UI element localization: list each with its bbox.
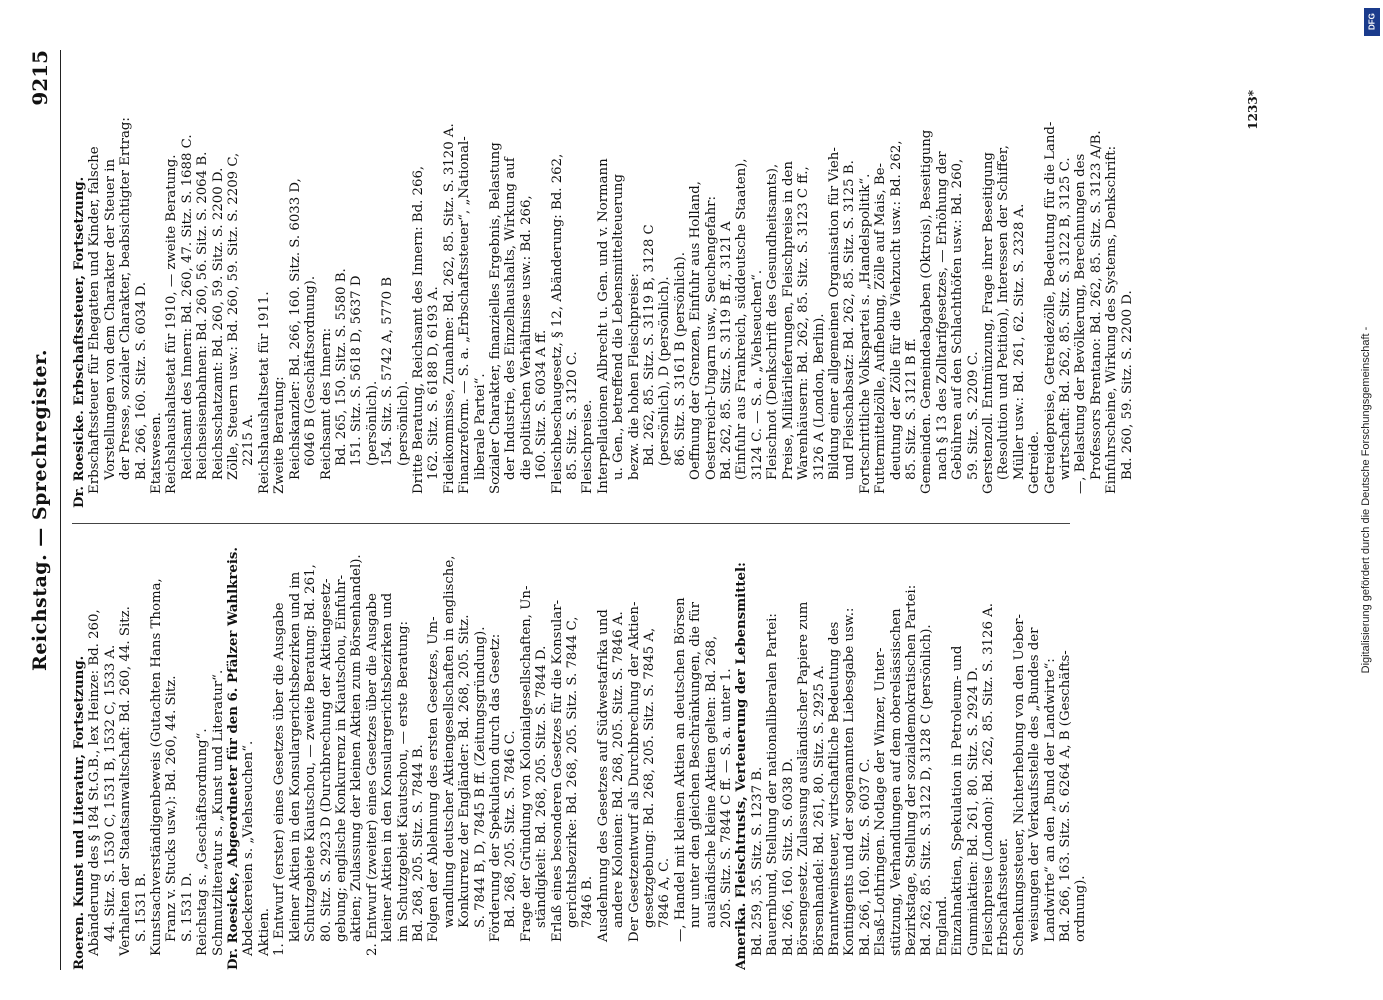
index-line: andere Kolonien: Bd. 268, 205. Sitz. S. 7846 A.	[611, 611, 627, 928]
index-line: Reichsamt des Innern: Bd. 260, 47. Sitz. S. 1688 C.	[179, 134, 195, 480]
index-line: liberale Partei“.	[472, 373, 488, 480]
index-line: Reichsschatzamt: Bd. 260, 59. Sitz. S. 2200 D.	[210, 167, 226, 480]
index-line: kleiner Aktien in den Konsulargerichtsbezirken und im	[287, 571, 303, 942]
page-number: 9215	[28, 50, 52, 106]
index-line: Fortschrittliche Volkspartei s. „Handelspolitik“.	[857, 173, 873, 494]
index-line: 7846 A, C.	[657, 857, 673, 928]
index-line: (persönlich).	[395, 380, 411, 466]
index-line: 1. Entwurf (erster) eines Gesetzes über die Ausgabe	[272, 602, 288, 956]
index-line: Dr. Roesicke, Abgeordneter für den 6. Pfälzer Wahlkreis.	[226, 546, 242, 970]
left-column	[72, 535, 1280, 970]
index-line: Börsengesetz. Zulassung ausländischer Papiere zum	[796, 601, 812, 956]
index-line: Folgen der Ablehnung des ersten Gesetzes, Um-	[426, 616, 442, 942]
index-line: Förderung der Spekulation durch das Gesetz:	[487, 633, 503, 942]
index-line: Aktien.	[256, 908, 272, 956]
index-line: Dritte Beratung, Reichsamt des Innern: Bd. 266,	[410, 165, 426, 494]
index-line: 80. Sitz. S. 2923 D (Durchbrechung der Aktiengesetz-	[318, 578, 334, 942]
index-line: Abdeckereien s. „Viehseuchen“.	[241, 740, 257, 956]
index-line: 59. Sitz. S. 2209 C.	[965, 351, 981, 480]
index-line: 85. Sitz. S. 3120 C.	[565, 351, 580, 480]
index-line: (Einfuhr aus Frankreich, süddeutsche Staaten),	[734, 158, 750, 480]
index-line: Reichskanzler: Bd. 266, 160. Sitz. S. 6033 D,	[287, 178, 303, 480]
index-line: Bd. 259, 35. Sitz. S. 1237 B.	[749, 766, 765, 956]
index-line: Branntweinsteuer, wirtschaftliche Bedeutung des	[826, 621, 842, 956]
index-line: —, Belastung der Bevölkerung, Berechnungen des	[1073, 153, 1089, 494]
index-line: Sozialer Charakter, finanzielles Ergebnis, Belastung	[487, 142, 503, 494]
index-line: Elsaß-Lothringen. Notlage der Winzer, Unter-	[873, 647, 889, 956]
index-line: Bildung einer allgemeinen Organisation für Vieh-	[826, 147, 842, 480]
index-line: Gerstenzoll. Entmünzung, Frage ihrer Beseitigung	[980, 152, 996, 494]
index-line: Zölle, Steuern usw.: Bd. 260, 59. Sitz. S. 2209 C,	[226, 152, 242, 480]
index-line: Bd. 268, 205. Sitz. S. 7844 B.	[410, 744, 426, 942]
index-line: weisungen der Verkaufsstelle des „Bundes der	[1027, 627, 1043, 942]
index-line: Ausdehnung des Gesetzes auf Südwestafrika und	[595, 609, 611, 942]
index-line: Bd. 262, 85. Sitz. S. 3119 B ff., 3121 A	[719, 221, 735, 480]
index-line: Frage der Gründung von Kolonialgesellschaften, Un-	[518, 585, 534, 942]
index-line: nur unter den gleichen Beschränkungen, die für	[688, 602, 704, 928]
index-line: Fleischbeschaugesetz, § 12, Abänderung: Bd. 262,	[549, 153, 565, 494]
index-line: Konkurrenz der Engländer: Bd. 268, 205. Sitz.	[457, 614, 473, 928]
index-line: Reichseisenbahnen: Bd. 260, 56. Sitz. S. 2064 B.	[195, 151, 211, 480]
dfg-logo: DFG	[1364, 8, 1380, 36]
index-line: England.	[934, 895, 950, 956]
index-line: stützung, Verhandlungen auf dem oberelsässischen	[888, 608, 904, 956]
index-line: S. 1531 B.	[133, 872, 149, 942]
index-line: Schutzgebiete Kiautschou, — zweite Beratung: Bd. 261,	[303, 564, 319, 942]
index-line: Kunstsachverständigenbeweis (Gutachten Hans Thoma,	[149, 578, 165, 956]
index-line: Reichsamt des Innern:	[318, 327, 334, 480]
index-line: 2215 A.	[241, 414, 257, 466]
index-line: Gummiaktien: Bd. 261, 80. Sitz. S. 2924 D.	[965, 666, 981, 956]
index-line: S. 1531 D.	[179, 872, 195, 942]
index-line: (Resolution und Petition), Interessen der Schiffer,	[996, 145, 1012, 480]
index-line: 7846 B.	[580, 875, 596, 928]
index-line: 154. Sitz. S. 5742 A, 5770 B	[380, 276, 396, 466]
index-line: Gebühren auf den Schlachthöfen usw.: Bd. 260,	[950, 158, 966, 480]
index-line: ordnung).	[1073, 875, 1089, 942]
index-line: gerichtsbezirke: Bd. 268, 205. Sitz. S. 7844 C,	[565, 616, 580, 928]
index-line: Bd. 260, 59. Sitz. S. 2200 D.	[1119, 290, 1135, 480]
index-line: Dr. Roesicke. Erbschaftssteuer, Fortsetzung.	[72, 176, 87, 508]
index-line: Einfuhrscheine, Wirkung des Systems, Denkschrift:	[1104, 145, 1120, 494]
index-line: Verhalten der Staatsanwaltschaft: Bd. 260, 44. Sitz.	[118, 606, 134, 956]
index-line: gesetzgebung: Bd. 268, 205. Sitz. S. 7845 A,	[642, 627, 658, 928]
index-line: ausländische kleine Aktien gelten: Bd. 268,	[703, 635, 719, 928]
index-line: 151. Sitz. S. 5618 D, 5637 D	[349, 275, 365, 466]
index-line: Fideikommisse, Zunahme: Bd. 262, 85. Sitz. S. 3120 A.	[441, 123, 457, 494]
index-line: Reichstag s. „Geschäftsordnung“.	[195, 728, 211, 956]
index-line: der Industrie, des Einzelhaushalts, Wirkung auf	[503, 157, 519, 480]
index-line: Bd. 266, 160. Sitz. S. 6038 D.	[780, 757, 796, 956]
index-line: Reichshaushaltsetat für 1910, — zweite Beratung.	[164, 154, 180, 494]
index-line: Getreidepreise, Getreidezölle, Bedeutung für die Land-	[1042, 121, 1058, 494]
index-line: Einzahnaktien, Spekulation in Petroleum- und	[950, 645, 966, 956]
index-line: —, Handel mit kleinen Aktien an deutschen Börsen	[672, 597, 688, 942]
index-line: Warenhäusern: Bd. 262, 85. Sitz. S. 3123 C ff.,	[796, 166, 812, 480]
index-line: Erbschaftssteuer.	[996, 837, 1012, 956]
index-line: wirtschaft: Bd. 262, 85. Sitz. S. 3122 B, 3125 C.	[1058, 157, 1073, 480]
index-line: die politischen Verhältnisse usw.: Bd. 266,	[518, 195, 534, 480]
index-line: Fleischpreise.	[580, 399, 596, 494]
index-line: Bd. 266, 160. Sitz. S. 6034 D.	[133, 281, 149, 480]
index-line: 6046 B (Geschäftsordnung).	[303, 275, 319, 466]
index-line: Franz v. Stucks usw.): Bd. 260, 44. Sitz.	[164, 675, 180, 942]
index-line: Bauernbund, Stellung der nationalliberalen Partei:	[765, 613, 781, 956]
index-line: Roeren. Kunst und Literatur, Fortsetzung.	[72, 655, 87, 970]
index-line: Bd. 268, 205. Sitz. S. 7846 C.	[503, 730, 519, 928]
index-line: Getreide.	[1027, 431, 1043, 494]
index-line: Erbschaftssteuer für Ehegatten und Kinder, falsche	[87, 146, 103, 494]
index-line: deutung der Zölle für die Viehzucht usw.: Bd. 262,	[888, 140, 904, 480]
index-line: Zweite Beratung:	[272, 376, 288, 494]
index-line: 3126 A (London, Berlin).	[811, 313, 827, 480]
index-line: Fleischnot (Denkschrift des Gesundheitsamts),	[765, 163, 781, 480]
index-line: 205. Sitz. S. 7844 C ff. — S. a. unter 1.	[719, 668, 735, 928]
index-line: 85. Sitz. S. 3121 B ff.	[903, 338, 919, 480]
index-line: Der Gesetzentwurf als Durchbrechung der Aktien-	[626, 601, 642, 942]
index-line: 44. Sitz. S. 1530 C, 1531 B, 1532 C, 1533 A.	[102, 644, 118, 942]
index-line: Bezirkstage, Stellung der sozialdemokratischen Partei:	[903, 584, 919, 956]
index-line: 162. Sitz. S. 6188 D, 6193 A.	[426, 286, 442, 480]
index-line: Etatswesen.	[149, 412, 165, 494]
index-line: Bd. 265, 150. Sitz. S. 5580 B.	[333, 268, 349, 466]
index-line: Futtermittelzölle, Aufhebung, Zölle auf Mais, Be-	[873, 162, 889, 494]
index-line: (persönlich), D (persönlich).	[657, 276, 673, 466]
index-line: Erlaß eines besonderen Gesetzes für die Konsular-	[549, 599, 565, 942]
index-line: Oesterreich-Ungarn usw., Seuchengefahr:	[703, 196, 719, 480]
rotated-page	[10, 30, 1300, 990]
index-line: 2. Entwurf (zweiter) eines Gesetzes über die Ausgabe	[364, 593, 380, 956]
column-divider	[72, 523, 1070, 524]
index-line: Vorstellungen von dem Charakter der Steuer in	[102, 158, 118, 480]
right-column	[72, 68, 1280, 508]
index-line: 3124 C. — S. a. „Viehseuchen“.	[749, 269, 765, 480]
running-title: Reichstag. — Sprechregister.	[29, 349, 51, 671]
index-line: Finanzreform. — S. a. „Erbschaftssteuer“, „National-	[457, 136, 473, 494]
index-line: Schmutzliteratur s. „Kunst und Literatur“.	[210, 669, 226, 956]
index-line: u. Gen., betreffend die Lebensmittelteuerung	[611, 174, 627, 480]
index-line: 86. Sitz. S. 3161 B (persönlich).	[672, 252, 688, 466]
index-line: bezw. die hohen Fleischpreise:	[626, 273, 642, 480]
index-line: S. 7844 B, D, 7845 B ff. (Zeitungsgründung).	[472, 626, 488, 928]
index-line: ständigkeit: Bd. 268, 205. Sitz. S. 7844 D.	[534, 645, 550, 928]
index-line: (persönlich).	[364, 380, 380, 466]
credit-text: Digitalisierung gefördert durch die Deutsche Forschungsgemeinschaft -	[1360, 326, 1372, 674]
index-line: aktien; Zulassung der kleinen Aktien zum Börsenhandel).	[349, 554, 365, 942]
index-line: Preise, Militärlieferungen, Fleischpreise in den	[780, 161, 796, 480]
index-line: Bd. 266, 163. Sitz. S. 6264 A, B (Geschäfts-	[1058, 650, 1073, 942]
index-line: Gemeinden. Gemeindeabgaben (Oktrois), Beseitigung	[919, 129, 935, 494]
index-line: Amerika. Fleischtrusts, Verteuerung der Lebensmittel:	[734, 562, 750, 970]
index-line: Reichshaushaltsetat für 1911.	[256, 291, 272, 494]
index-line: gebung; englische Konkurrenz in Kiautschou, Einfuhr-	[333, 574, 349, 942]
index-line: wandlung deutscher Aktiengesellschaften in englische,	[441, 555, 457, 928]
index-line: Schenkungssteuer, Nichterhebung von den Ueber-	[1011, 614, 1027, 956]
index-line: Börsenhandel: Bd. 261, 80. Sitz. S. 2925 A.	[811, 665, 827, 956]
index-line: im Schutzgebiet Kiautschou, — erste Beratung:	[395, 621, 411, 942]
signature-mark: 1233*	[1246, 90, 1260, 130]
index-line: Professors Brentano: Bd. 262, 85. Sitz. S. 3123 A/B.	[1088, 130, 1104, 480]
digitization-credit	[1360, 10, 1380, 990]
index-line: 160. Sitz. S. 6034 A ff.	[534, 329, 550, 480]
index-line: Interpellationen Albrecht u. Gen. und v. Normann	[595, 158, 611, 494]
index-line: Oeffnung der Grenzen, Einfuhr aus Holland,	[688, 181, 704, 480]
page-header	[20, 50, 61, 970]
index-line: Kontingents und der sogenannten Liebesgabe usw.:	[842, 607, 858, 956]
index-line: kleiner Aktien in den Konsulargerichtsbezirken und	[380, 592, 396, 942]
index-line: Bd. 266, 160. Sitz. S. 6037 C.	[857, 758, 873, 956]
index-line: Fleischpreise (London): Bd. 262, 85. Sitz. S. 3126 A.	[980, 603, 996, 956]
index-line: und Fleischabsatz: Bd. 262, 85. Sitz. S. 3125 B.	[842, 160, 858, 480]
index-line: nach § 13 des Zolltarifgesetzes, — Erhöhung der	[934, 151, 950, 480]
index-line: Bd. 262, 85. Sitz. S. 3119 B, 3128 C	[642, 224, 658, 466]
index-line: Landwirte“ an den „Bund der Landwirte“:	[1042, 658, 1058, 942]
index-line: Abänderung des § 184 St.G.B., lex Heinze: Bd. 260,	[87, 609, 103, 956]
index-line: Müller usw.: Bd. 261, 62. Sitz. S. 2328 A.	[1011, 203, 1027, 480]
index-line: der Presse, sozialer Charakter, beabsichtigter Ertrag:	[118, 117, 134, 480]
index-line: Bd. 262, 85. Sitz. S. 3122 D, 3128 C (persönlich).	[919, 624, 935, 956]
